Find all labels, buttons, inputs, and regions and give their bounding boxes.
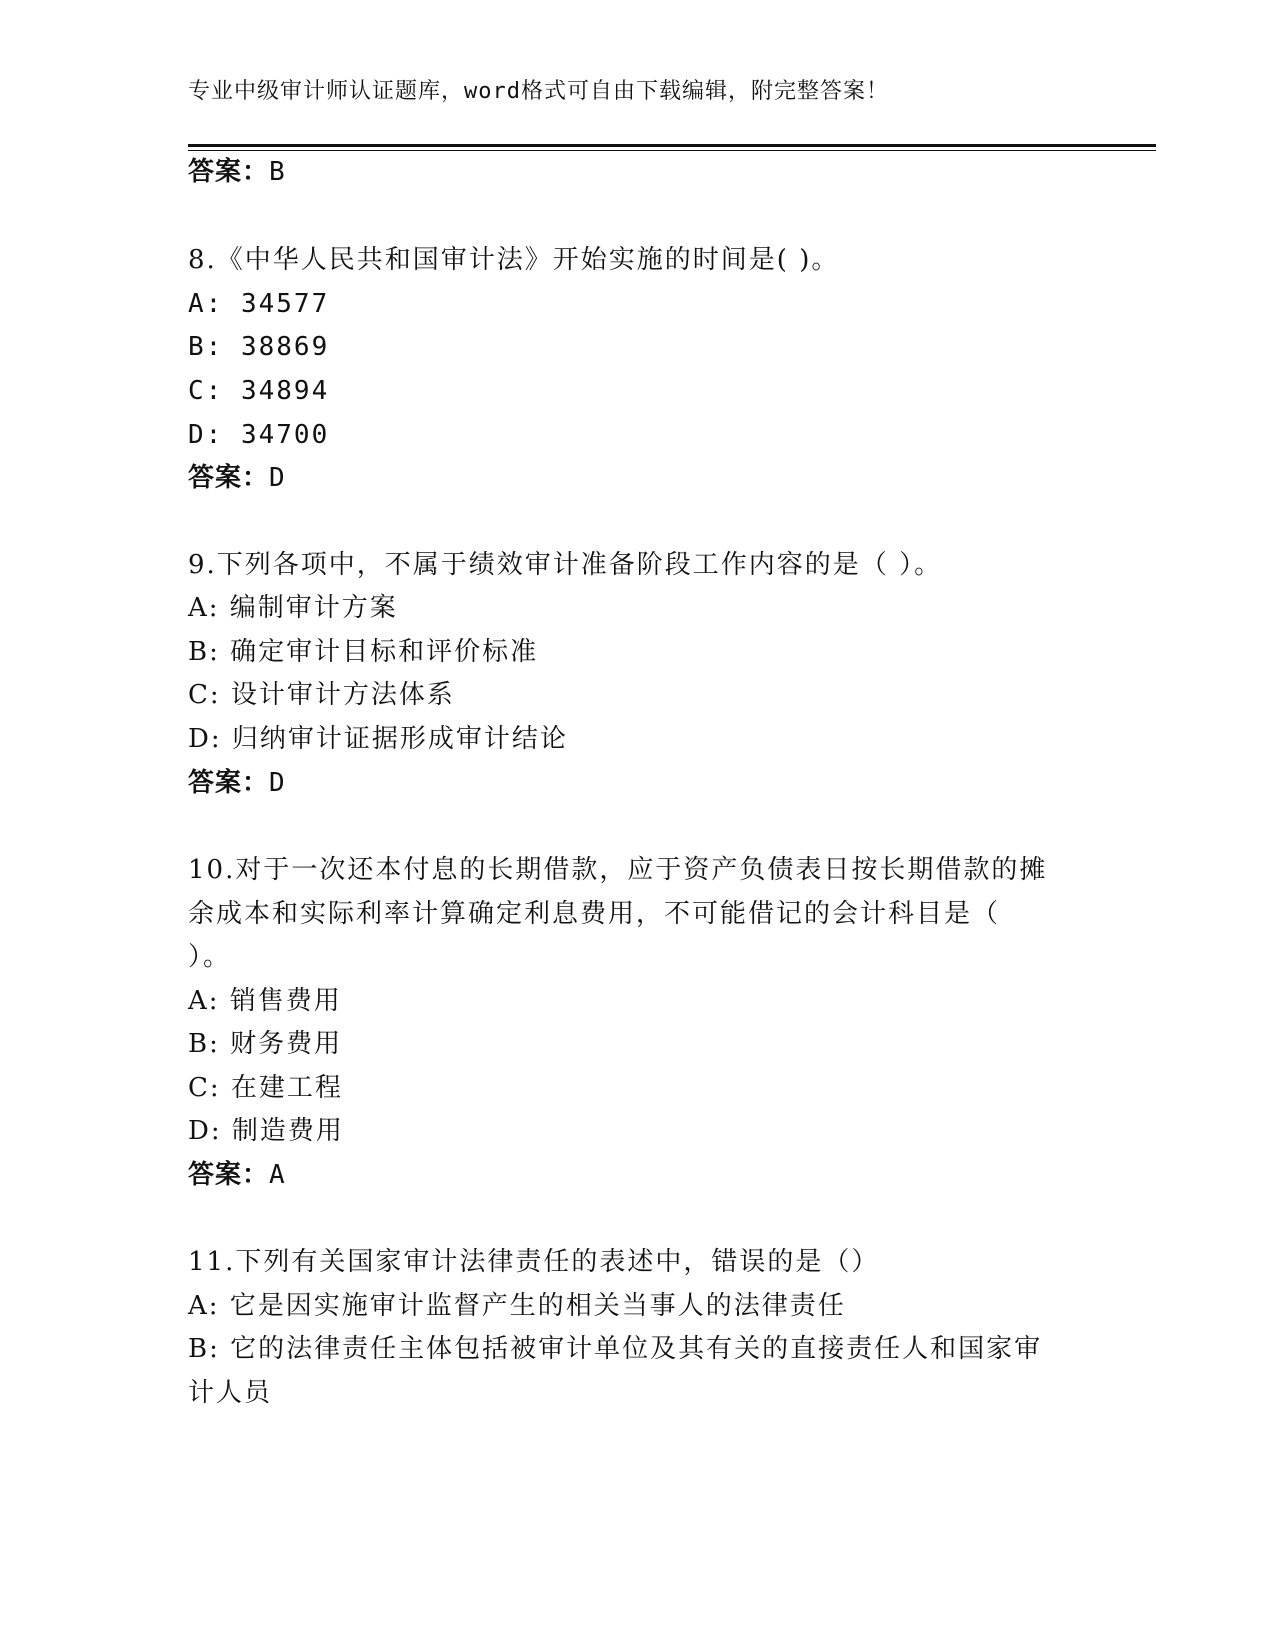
header-rule <box>188 144 1156 147</box>
question-option: D: 制造费用 <box>188 1116 344 1146</box>
question-stem: 8.《中华人民共和国审计法》开始实施的时间是( )。 <box>188 245 840 275</box>
answer-line <box>188 154 286 190</box>
question-stem: 11.下列有关国家审计法律责任的表述中，错误的是（） <box>188 1247 880 1277</box>
question-stem: 余成本和实际利率计算确定利息费用，不可能借记的会计科目是（ <box>188 899 1001 929</box>
answer-value: D <box>269 463 286 493</box>
answer-line <box>188 1157 286 1193</box>
question-option: D: 归纳审计证据形成审计结论 <box>188 724 568 754</box>
answer-label: 答案： <box>188 463 270 493</box>
question-stem: 9.下列各项中，不属于绩效审计准备阶段工作内容的是（ ）。 <box>188 550 943 580</box>
answer-label: 答案： <box>188 768 270 798</box>
answer-label: 答案： <box>188 1160 270 1190</box>
question-option: A: 编制审计方案 <box>188 593 398 623</box>
page-header-note: 专业中级审计师认证题库，word格式可自由下载编辑，附完整答案！ <box>188 79 889 104</box>
question-option: A: 34577 <box>188 289 330 319</box>
answer-line <box>188 460 286 496</box>
question-stem: 10.对于一次还本付息的长期借款，应于资产负债表日按长期借款的摊 <box>188 855 1048 885</box>
header-rule-thin <box>188 150 1156 151</box>
question-option: B: 财务费用 <box>188 1029 343 1059</box>
answer-value: B <box>269 157 286 187</box>
answer-value: D <box>269 768 286 798</box>
question-option: A: 销售费用 <box>188 986 342 1016</box>
question-option: C: 在建工程 <box>188 1073 343 1103</box>
question-option: B: 确定审计目标和评价标准 <box>188 637 539 667</box>
answer-value: A <box>269 1160 286 1190</box>
question-option: B: 它的法律责任主体包括被审计单位及其有关的直接责任人和国家审 <box>188 1334 1043 1364</box>
answer-label: 答案： <box>188 157 270 187</box>
answer-line <box>188 765 286 801</box>
question-option: C: 设计审计方法体系 <box>188 680 455 710</box>
question-option: C: 34894 <box>188 376 330 406</box>
question-option: B: 38869 <box>188 332 330 362</box>
question-option: D: 34700 <box>188 420 330 450</box>
question-stem: ）。 <box>188 942 232 972</box>
question-option: A: 它是因实施审计监督产生的相关当事人的法律责任 <box>188 1291 846 1321</box>
question-option-continuation: 计人员 <box>188 1378 273 1408</box>
